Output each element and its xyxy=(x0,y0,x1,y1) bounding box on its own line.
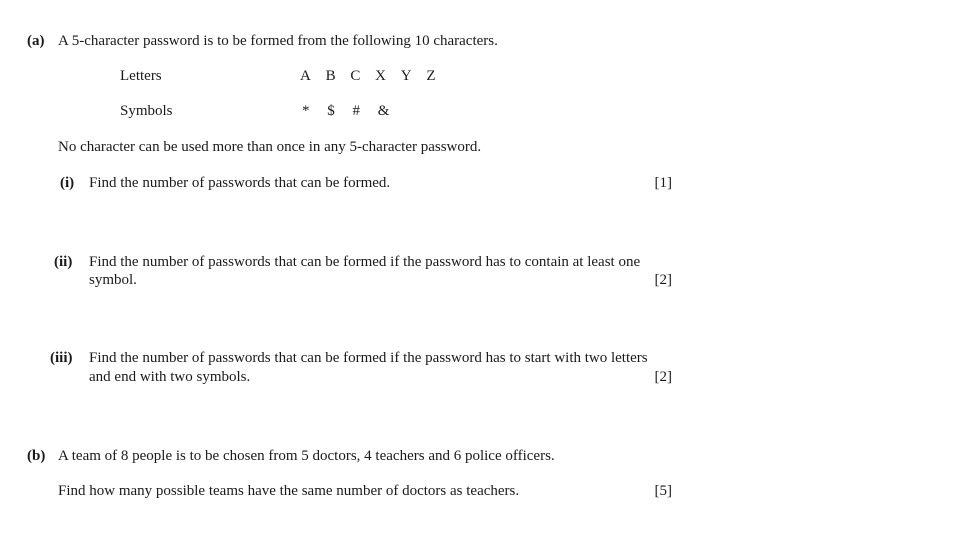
letter-char: C xyxy=(350,68,361,84)
letter-char: X xyxy=(375,68,386,84)
letter-char: A xyxy=(300,68,311,84)
part-a-label: (a) xyxy=(27,33,45,49)
question-iii-label: (iii) xyxy=(50,350,73,366)
question-i-label: (i) xyxy=(60,175,75,191)
symbol-char: * xyxy=(302,103,310,119)
part-b-intro: A team of 8 people is to be chosen from 5 doctors, 4 teachers and 6 police officers. xyxy=(58,448,555,464)
letters-list xyxy=(300,67,446,85)
part-b-marks: [5] xyxy=(654,483,672,499)
question-ii-text-line1: Find the number of passwords that can be formed if the password has to contain at least one xyxy=(89,254,641,270)
question-ii-label: (ii) xyxy=(54,254,73,270)
letters-label: Letters xyxy=(120,68,162,84)
symbols-label: Symbols xyxy=(120,103,173,119)
question-ii-text-line2: symbol. xyxy=(89,272,137,288)
question-iii-text-line2: and end with two symbols. xyxy=(89,369,251,385)
part-b-question: Find how many possible teams have the same number of doctors as teachers. xyxy=(58,483,520,499)
letter-char: Z xyxy=(426,68,436,84)
symbols-list xyxy=(302,102,403,120)
question-iii-text-line1: Find the number of passwords that can be formed if the password has to start with two letters xyxy=(89,350,648,366)
question-ii-marks: [2] xyxy=(654,272,672,288)
symbol-char: # xyxy=(352,103,360,119)
letter-char: B xyxy=(325,68,336,84)
symbol-char: & xyxy=(377,103,390,119)
part-a-rule: No character can be used more than once in any 5-character password. xyxy=(58,139,482,155)
part-a-intro: A 5-character password is to be formed from the following 10 characters. xyxy=(58,33,498,49)
question-i-marks: [1] xyxy=(654,175,672,191)
symbol-char: $ xyxy=(327,103,335,119)
question-iii-marks: [2] xyxy=(654,369,672,385)
question-i-text: Find the number of passwords that can be formed. xyxy=(89,175,391,191)
letter-char: Y xyxy=(400,68,412,84)
part-b-label: (b) xyxy=(27,448,46,464)
